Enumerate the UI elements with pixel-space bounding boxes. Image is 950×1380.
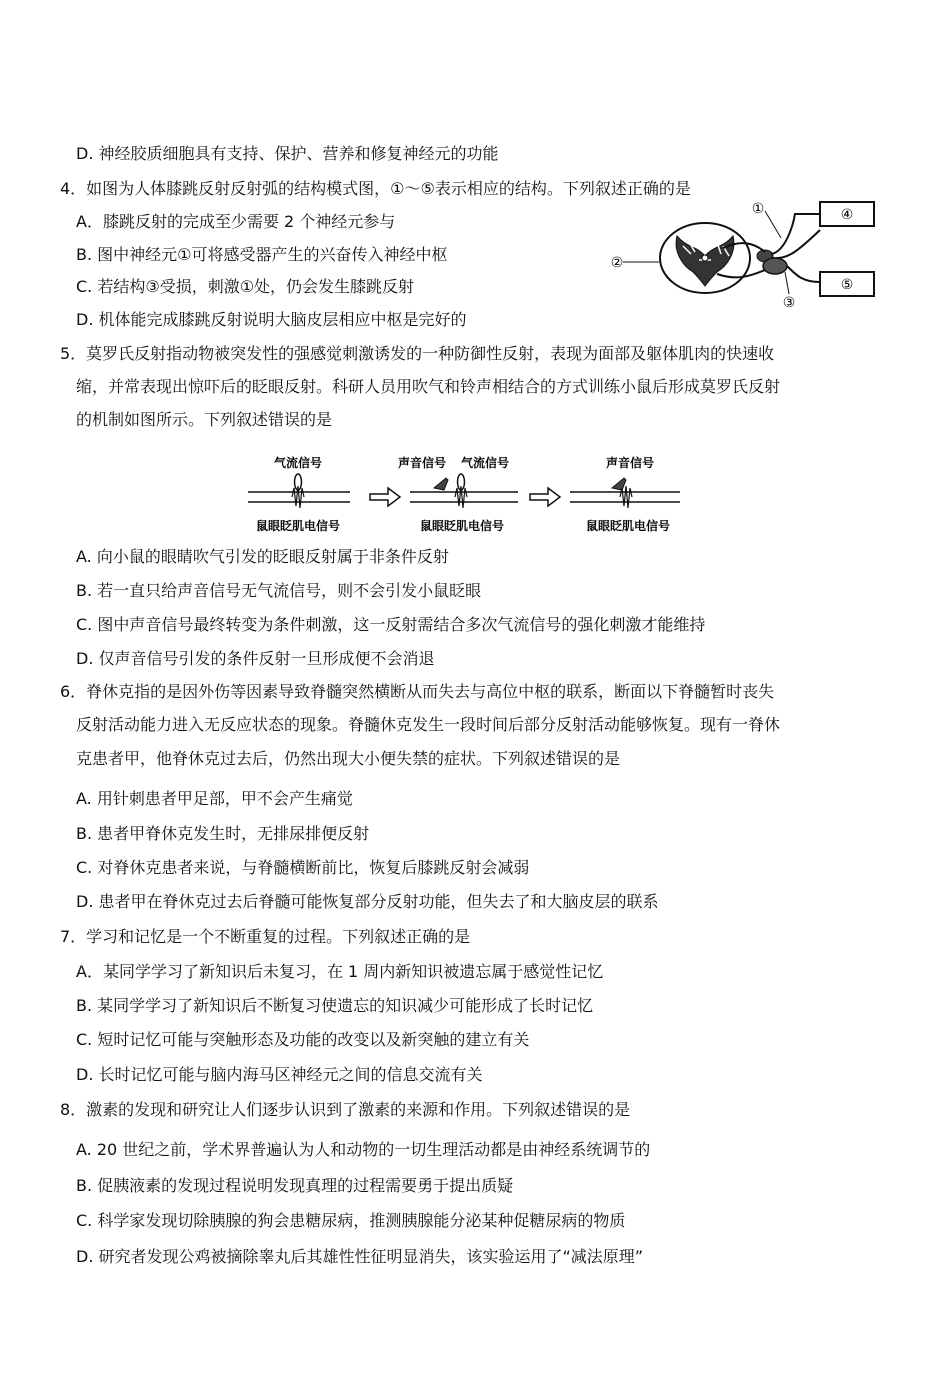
arrow-1: [370, 488, 400, 506]
panel2-signal: [455, 486, 467, 508]
q5-stem-line-2: 缩，并常表现出惊吓后的眨眼反射。科研人员用吹气和铃声相结合的方式训练小鼠后形成莫罗氏反射: [76, 377, 781, 396]
q5-stem-line-3: 的机制如图所示。下列叙述错误的是: [76, 410, 333, 429]
q5-stem-line-1: 5．莫罗氏反射指动物被突发性的强感觉刺激诱发的一种防御性反射，表现为面部及躯体肌肉的快速收: [60, 344, 775, 363]
label-2: ②: [610, 255, 624, 271]
panel1-signal: [292, 486, 304, 508]
q7-stem: 7．学习和记忆是一个不断重复的过程。下列叙述正确的是: [60, 927, 471, 946]
panel3-sound-label: 声音信号: [605, 456, 655, 470]
central-canal: [702, 255, 708, 261]
q7-option-c: C. 短时记忆可能与突触形态及功能的改变以及新突触的建立有关: [76, 1030, 530, 1049]
q7-option-b: B. 某同学学习了新知识后不断复习使遗忘的知识减少可能形成了长时记忆: [76, 996, 594, 1015]
prev-question-option-d: D. 神经胶质细胞具有支持、保护、营养和修复神经元的功能: [76, 144, 499, 163]
arrow-2: [530, 488, 560, 506]
q6-option-d: D. 患者甲在脊休克过去后脊髓可能恢复部分反射功能，但失去了和大脑皮层的联系: [76, 892, 659, 911]
q5-option-b: B. 若一直只给声音信号无气流信号，则不会引发小鼠眨眼: [76, 581, 482, 600]
q6-stem-line-1: 6．脊休克指的是因外伤等因素导致脊髓突然横断从而失去与高位中枢的联系，断面以下脊髓暂时丧失: [60, 682, 775, 701]
q6-option-c: C. 对脊休克患者来说，与脊髓横断前比，恢复后膝跳反射会减弱: [76, 858, 530, 877]
panel3-signal: [620, 486, 632, 508]
label-1: ①: [751, 201, 765, 217]
q4-stem: 4．如图为人体膝跳反射反射弧的结构模式图，①～⑤表示相应的结构。下列叙述正确的是: [60, 179, 691, 198]
q5-option-a: A. 向小鼠的眼睛吹气引发的眨眼反射属于非条件反射: [76, 547, 449, 566]
q6-option-a: A. 用针刺患者甲足部，甲不会产生痛觉: [76, 789, 353, 808]
label-3: ③: [782, 295, 796, 311]
panel2-airflow-label: 气流信号: [460, 456, 510, 470]
panel2-bottom-label: 鼠眼眨肌电信号: [419, 519, 505, 533]
q4-option-d: D. 机体能完成膝跳反射说明大脑皮层相应中枢是完好的: [76, 310, 467, 329]
panel2-sound-label: 声音信号: [397, 456, 447, 470]
q6-option-b: B. 患者甲脊休克发生时，无排尿排便反射: [76, 824, 370, 843]
q8-option-b: B. 促胰液素的发现过程说明发现真理的过程需要勇于提出质疑: [76, 1176, 514, 1195]
label-3-leader: [785, 272, 789, 294]
q4-option-a: A．膝跳反射的完成至少需要 2 个神经元参与: [76, 212, 396, 231]
panel1-airflow-label: 气流信号: [273, 456, 323, 470]
q5-option-d: D. 仅声音信号引发的条件反射一旦形成便不会消退: [76, 649, 435, 668]
bell-symbol-2: [434, 478, 448, 490]
label-1-leader: [765, 211, 781, 238]
panel1-bottom-label: 鼠眼眨肌电信号: [255, 519, 341, 533]
efferent-nerve: [787, 266, 820, 282]
knee-jerk-reflex-arc-figure: [605, 196, 905, 311]
q4-option-c: C. 若结构③受损，刺激①处，仍会发生膝跳反射: [76, 277, 415, 296]
moro-reflex-training-figure: [240, 450, 690, 540]
q5-option-c: C. 图中声音信号最终转变为条件刺激，这一反射需结合多次气流信号的强化刺激才能维持: [76, 615, 706, 634]
q8-stem: 8．激素的发现和研究让人们逐步认识到了激素的来源和作用。下列叙述错误的是: [60, 1100, 631, 1119]
q6-stem-line-3: 克患者甲，他脊休克过去后，仍然出现大小便失禁的症状。下列叙述错误的是: [76, 749, 621, 768]
q7-option-a: A．某同学学习了新知识后未复习，在 1 周内新知识被遗忘属于感觉性记忆: [76, 962, 604, 981]
q4-option-b: B. 图中神经元①可将感受器产生的兴奋传入神经中枢: [76, 245, 448, 264]
panel3-bottom-label: 鼠眼眨肌电信号: [585, 519, 671, 533]
label-4: ④: [840, 207, 854, 223]
label-5: ⑤: [840, 277, 854, 293]
bell-symbol-3: [612, 478, 626, 490]
q7-option-d: D. 长时记忆可能与脑内海马区神经元之间的信息交流有关: [76, 1065, 483, 1084]
q8-option-c: C. 科学家发现切除胰腺的狗会患糖尿病，推测胰腺能分泌某种促糖尿病的物质: [76, 1211, 626, 1230]
structure-3-body: [763, 258, 787, 274]
q8-option-a: A. 20 世纪之前，学术界普遍认为人和动物的一切生理活动都是由神经系统调节的: [76, 1140, 651, 1159]
q6-stem-line-2: 反射活动能力进入无反应状态的现象。脊髓休克发生一段时间后部分反射活动能够恢复。现有一脊休: [76, 715, 781, 734]
q8-option-d: D. 研究者发现公鸡被摘除睾丸后其雄性性征明显消失，该实验运用了“减法原理”: [76, 1247, 644, 1266]
